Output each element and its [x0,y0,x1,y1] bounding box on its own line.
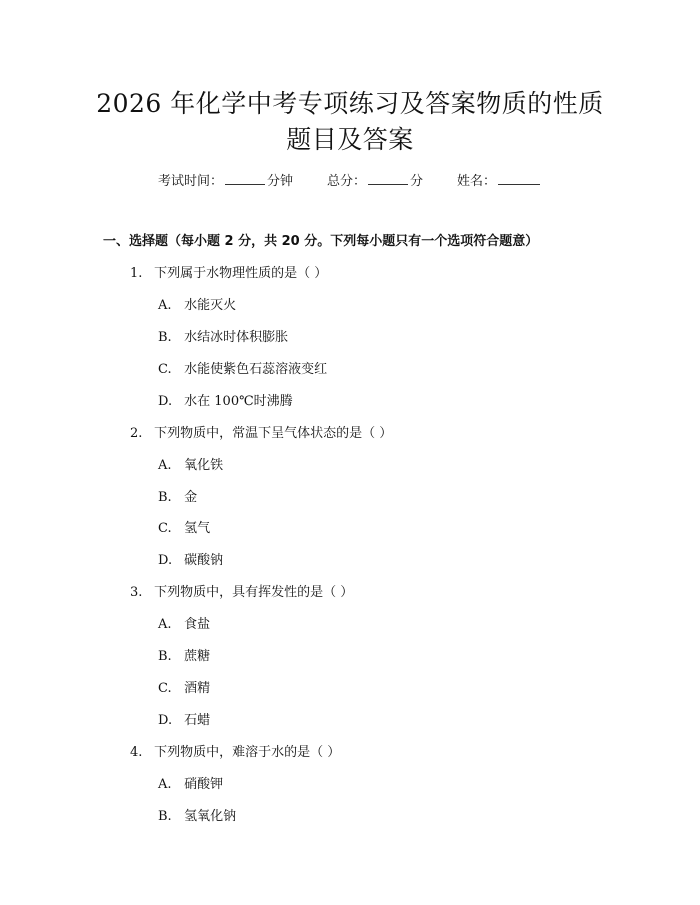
option-4b [158,805,236,824]
option-3c [158,677,210,696]
question-1 [130,262,327,281]
option-letter: A. [158,458,172,473]
option-text: 氧化铁 [184,458,224,473]
option-text: 蔗糖 [184,649,211,664]
option-text: 酒精 [184,681,211,696]
student-name-blank [498,171,540,185]
total-score-blank [368,171,408,185]
page-title-line-1: 2026 年化学中考专项练习及答案物质的性质 [96,89,604,118]
option-1c [158,358,327,377]
option-3d [158,709,210,728]
option-1a [158,294,236,313]
question-text: 下列属于水物理性质的是（ ） [154,266,328,281]
option-text: 水能灭火 [184,298,237,313]
option-3b [158,645,210,664]
option-text: 金 [184,490,198,505]
option-text: 水结冰时体积膨胀 [184,330,289,345]
question-number: 2. [130,426,143,441]
option-letter: A. [158,777,172,792]
option-letter: B. [158,809,172,824]
total-score-unit: 分 [410,174,424,189]
option-text: 水能使紫色石蕊溶液变红 [184,362,328,377]
option-letter: C. [158,521,172,536]
option-text: 水在 100℃时沸腾 [184,394,293,409]
option-2b [158,486,197,505]
student-name-label: 姓名： [457,174,497,189]
option-1d [158,390,293,409]
question-text: 下列物质中，常温下呈气体状态的是（ ） [154,426,393,441]
question-number: 4. [130,745,143,760]
option-2a [158,454,223,473]
option-letter: B. [158,490,172,505]
option-text: 氢氧化钠 [184,809,237,824]
student-name-field [457,170,542,189]
exam-time-unit: 分钟 [266,174,293,189]
total-score-field [327,170,423,189]
option-text: 硝酸钾 [184,777,224,792]
option-4a [158,773,223,792]
option-letter: B. [158,649,172,664]
option-letter: D. [158,394,173,409]
exam-time-field [158,170,293,189]
question-number: 3. [130,585,143,600]
option-letter: C. [158,681,172,696]
option-2d [158,549,223,568]
option-text: 食盐 [184,617,211,632]
option-text: 氢气 [184,521,211,536]
question-number: 1. [130,266,143,281]
exam-meta-row [0,170,700,189]
option-text: 碳酸钠 [184,553,224,568]
page-title-line-2: 题目及答案 [286,125,414,154]
exam-time-label: 考试时间： [157,174,223,189]
question-4 [130,741,340,760]
total-score-label: 总分： [326,174,366,189]
question-text: 下列物质中，难溶于水的是（ ） [154,745,341,760]
option-2c [158,517,210,536]
option-letter: D. [158,713,173,728]
question-text: 下列物质中，具有挥发性的是（ ） [154,585,354,600]
option-letter: B. [158,330,172,345]
option-letter: A. [158,298,172,313]
exam-time-blank [225,171,265,185]
option-letter: D. [158,553,173,568]
option-3a [158,613,210,632]
question-2 [130,422,392,441]
option-1b [158,326,288,345]
question-3 [130,581,353,600]
option-text: 石蜡 [184,713,211,728]
option-letter: C. [158,362,172,377]
option-letter: A. [158,617,172,632]
section-heading-multiple-choice: 一、选择题（每小题 2 分，共 20 分。下列每小题只有一个选项符合题意） [103,234,539,249]
